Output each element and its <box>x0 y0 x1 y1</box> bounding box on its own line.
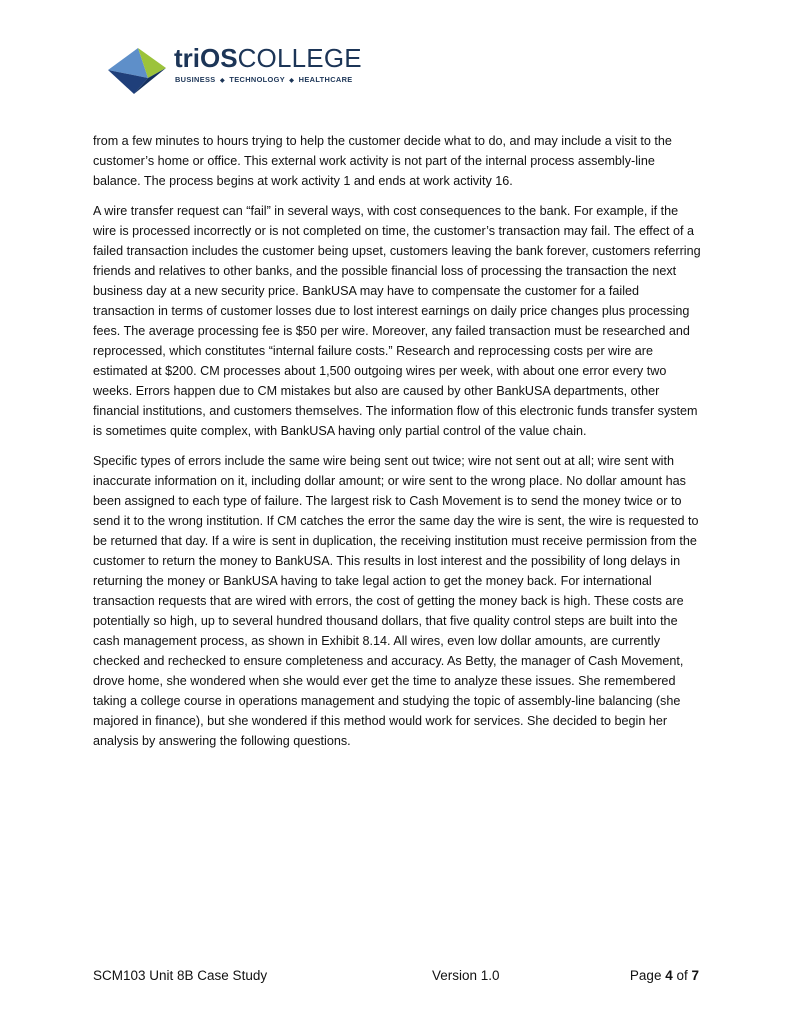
paragraph: A wire transfer request can “fail” in several ways, with cost consequences to the bank. For example, if the wire is processed incorrectly or is not completed on time, the customer’s transaction may fail. The effect of a failed transaction includes the customer being upset, customers leaving the bank forever, customers referring friends and relatives to other banks, and the possible financial loss of processing the transaction the next business day at a new security price. BankUSA may have to compensate the customer for a failed transaction in terms of customer losses due to lost interest earnings on daily price changes plus processing fees. The average processing fee is $50 per wire. Moreover, any failed transaction must be researched and reprocessed, which constitutes “internal failure costs.” Research and reprocessing costs per wire are estimated at $200. CM processes about 1,500 outgoing wires per week, with about one error every two weeks. Errors happen due to CM mistakes but also are caused by other BankUSA departments, other financial institutions, and customers themselves. The information flow of this electronic funds transfer system is sometimes quite complex, with BankUSA having only partial control of the value chain. <box>93 204 701 438</box>
tagline-business: BUSINESS <box>175 75 216 84</box>
footer-page-number <box>630 968 699 983</box>
trios-college-logo <box>104 38 362 96</box>
trios-pyramid-logo-icon <box>104 38 172 96</box>
logo-wordmark <box>174 44 362 72</box>
paragraph: from a few minutes to hours trying to help the customer decide what to do, and may include a visit to the customer’s home or office. This external work activity is not part of the internal process assembly-line balance. The process begins at work activity 1 and ends at work activity 16. <box>93 134 672 188</box>
page-total: 7 <box>691 968 699 983</box>
tagline-healthcare: HEALTHCARE <box>298 75 353 84</box>
diamond-separator-icon: ◆ <box>289 78 295 84</box>
page-footer <box>93 968 699 988</box>
paragraph: Specific types of errors include the same wire being sent out twice; wire not sent out at all; wire sent with inaccurate information on it, including dollar amount; or wire sent to the wrong place. No dollar amount has been assigned to each type of failure. The largest risk to Cash Movement is to send the money twice or to send it to the wrong institution. If CM catches the error the same day the wire is sent, the wire is requested to be returned that day. If a wire is sent in duplication, the receiving institution must receive permission from the customer to return the money to BankUSA. This results in lost interest and the possibility of long delays in returning the money or BankUSA having to take legal action to get the money back. For international transaction requests that are wired with errors, the cost of getting the money back is high. These costs are potentially so high, up to several hundred thousand dollars, that five quality control steps are built into the cash management process, as shown in Exhibit 8.14. All wires, even low dollar amounts, are currently checked and rechecked to ensure completeness and accuracy. As Betty, the manager of Cash Movement, drove home, she wondered when she would ever get the time to analyze these issues. She remembered taking a college course in operations management and studying the topic of assembly-line balancing (she majored in finance), but she wondered if this method would work for services. She decided to begin her analysis by answering the following questions. <box>93 454 699 748</box>
footer-version: Version 1.0 <box>432 968 500 983</box>
page-prefix: Page <box>629 968 666 983</box>
diamond-separator-icon: ◆ <box>220 78 225 84</box>
logo-wordmark-bold: triOS <box>174 43 238 73</box>
tagline-technology: TECHNOLOGY <box>229 75 285 84</box>
logo-tagline <box>175 75 353 84</box>
page-of: of <box>672 968 692 983</box>
footer-course-title: SCM103 Unit 8B Case Study <box>93 968 268 983</box>
page-current: 4 <box>665 968 673 983</box>
document-body <box>93 131 701 761</box>
logo-wordmark-light: COLLEGE <box>237 43 362 73</box>
